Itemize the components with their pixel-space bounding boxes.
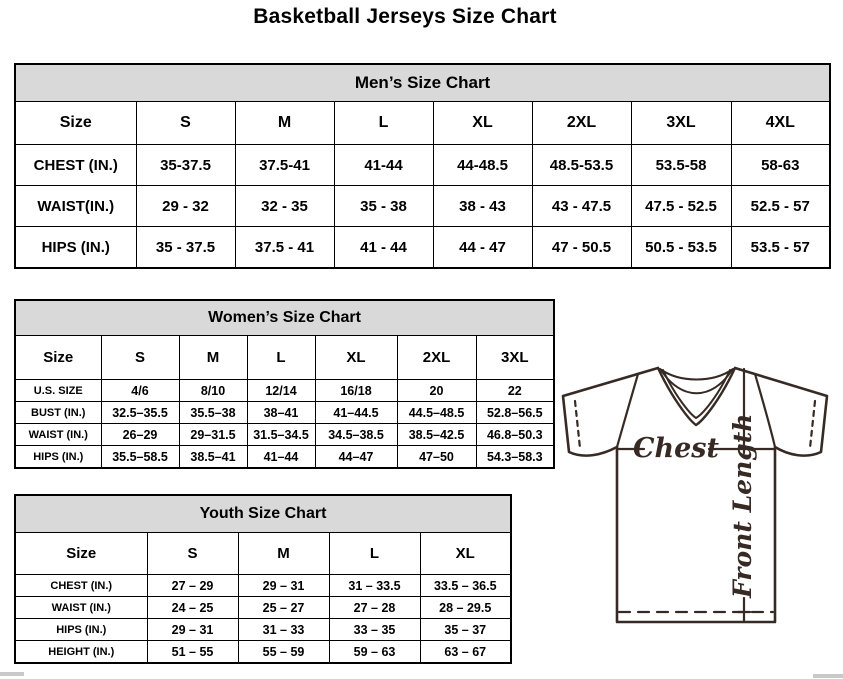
size-cell: 47 - 50.5 [532, 227, 631, 269]
size-cell: 33 – 35 [329, 619, 420, 641]
column-header: 3XL [631, 102, 731, 145]
size-cell: 44 - 47 [433, 227, 532, 269]
size-cell: 8/10 [179, 380, 247, 402]
size-cell: 25 – 27 [238, 597, 329, 619]
size-cell: 63 – 67 [420, 641, 511, 664]
jersey-diagram [554, 356, 843, 632]
column-header: XL [315, 336, 397, 380]
size-cell: 26–29 [101, 424, 179, 446]
table-row [15, 424, 554, 446]
column-header: L [247, 336, 315, 380]
page-title: Basketball Jerseys Size Chart [253, 5, 557, 28]
table-row [15, 186, 830, 227]
column-header: XL [420, 533, 511, 575]
size-cell: 46.8–50.3 [476, 424, 554, 446]
table-row [15, 597, 511, 619]
table-row [15, 619, 511, 641]
size-cell: 31 – 33 [238, 619, 329, 641]
youth-size-table [14, 494, 510, 664]
table-row [15, 227, 830, 269]
size-cell: 20 [397, 380, 476, 402]
column-header: M [179, 336, 247, 380]
jersey-outline-path [563, 368, 827, 622]
size-cell: 59 – 63 [329, 641, 420, 664]
row-label: WAIST (IN.) [15, 597, 147, 619]
size-cell: 53.5-58 [631, 145, 731, 186]
size-cell: 41-44 [334, 145, 433, 186]
men-table-title: Men’s Size Chart [15, 64, 830, 102]
size-cell: 22 [476, 380, 554, 402]
row-label: CHEST (IN.) [15, 145, 136, 186]
row-label: HEIGHT (IN.) [15, 641, 147, 664]
size-cell: 37.5 - 41 [235, 227, 334, 269]
row-label: HIPS (IN.) [15, 619, 147, 641]
scrollbar-fragment-left[interactable] [0, 672, 24, 676]
column-header: M [238, 533, 329, 575]
size-cell: 50.5 - 53.5 [631, 227, 731, 269]
size-cell: 55 – 59 [238, 641, 329, 664]
size-cell: 44–47 [315, 446, 397, 469]
table-row [15, 641, 511, 664]
size-cell: 48.5-53.5 [532, 145, 631, 186]
row-label: CHEST (IN.) [15, 575, 147, 597]
table-row [15, 380, 554, 402]
size-cell: 35 - 38 [334, 186, 433, 227]
row-label: WAIST (IN.) [15, 424, 101, 446]
column-header: 2XL [532, 102, 631, 145]
size-cell: 38.5–42.5 [397, 424, 476, 446]
column-header: 3XL [476, 336, 554, 380]
size-cell: 35.5–58.5 [101, 446, 179, 469]
size-cell: 29–31.5 [179, 424, 247, 446]
size-cell: 35.5–38 [179, 402, 247, 424]
table-row [15, 402, 554, 424]
size-cell: 35 - 37.5 [136, 227, 235, 269]
cuff-dash-left [575, 401, 580, 448]
size-cell: 38 - 43 [433, 186, 532, 227]
scrollbar-fragment-right[interactable] [813, 674, 843, 678]
size-cell: 51 – 55 [147, 641, 238, 664]
front-length-label: Front Length [728, 413, 757, 598]
mens-size-table [14, 63, 829, 269]
size-cell: 32.5–35.5 [101, 402, 179, 424]
table-row [15, 575, 511, 597]
size-cell: 37.5-41 [235, 145, 334, 186]
size-cell: 54.3–58.3 [476, 446, 554, 469]
row-label: HIPS (IN.) [15, 446, 101, 469]
size-cell: 44-48.5 [433, 145, 532, 186]
column-header: L [329, 533, 420, 575]
size-cell: 31.5–34.5 [247, 424, 315, 446]
column-header: S [101, 336, 179, 380]
size-cell: 43 - 47.5 [532, 186, 631, 227]
table-row [15, 446, 554, 469]
column-header: 4XL [731, 102, 830, 145]
size-cell: 12/14 [247, 380, 315, 402]
size-cell: 58-63 [731, 145, 830, 186]
size-cell: 27 – 29 [147, 575, 238, 597]
size-cell: 52.5 - 57 [731, 186, 830, 227]
size-cell: 29 - 32 [136, 186, 235, 227]
womens-size-table [14, 299, 553, 469]
size-cell: 41–44 [247, 446, 315, 469]
size-cell: 38.5–41 [179, 446, 247, 469]
column-header: Size [15, 102, 136, 145]
size-cell: 52.8–56.5 [476, 402, 554, 424]
youth-table-title: Youth Size Chart [15, 495, 511, 533]
table-row [15, 145, 830, 186]
column-header: Size [15, 336, 101, 380]
size-cell: 27 – 28 [329, 597, 420, 619]
women-table-title: Women’s Size Chart [15, 300, 554, 336]
size-cell: 29 – 31 [147, 619, 238, 641]
row-label: HIPS (IN.) [15, 227, 136, 269]
size-cell: 28 – 29.5 [420, 597, 511, 619]
size-cell: 41 - 44 [334, 227, 433, 269]
column-header: 2XL [397, 336, 476, 380]
row-label: BUST (IN.) [15, 402, 101, 424]
size-cell: 35 – 37 [420, 619, 511, 641]
size-cell: 47–50 [397, 446, 476, 469]
column-header: Size [15, 533, 147, 575]
column-header: M [235, 102, 334, 145]
column-header: L [334, 102, 433, 145]
chest-label: Chest [633, 433, 719, 464]
size-cell: 53.5 - 57 [731, 227, 830, 269]
size-cell: 34.5–38.5 [315, 424, 397, 446]
size-cell: 32 - 35 [235, 186, 334, 227]
column-header: S [147, 533, 238, 575]
size-cell: 47.5 - 52.5 [631, 186, 731, 227]
row-label: WAIST(IN.) [15, 186, 136, 227]
cuff-dash-right [810, 401, 815, 448]
size-cell: 31 – 33.5 [329, 575, 420, 597]
size-cell: 29 – 31 [238, 575, 329, 597]
size-cell: 16/18 [315, 380, 397, 402]
size-cell: 44.5–48.5 [397, 402, 476, 424]
size-cell: 35-37.5 [136, 145, 235, 186]
column-header: XL [433, 102, 532, 145]
size-cell: 4/6 [101, 380, 179, 402]
size-cell: 33.5 – 36.5 [420, 575, 511, 597]
size-cell: 41–44.5 [315, 402, 397, 424]
column-header: S [136, 102, 235, 145]
size-cell: 38–41 [247, 402, 315, 424]
size-cell: 24 – 25 [147, 597, 238, 619]
row-label: U.S. SIZE [15, 380, 101, 402]
